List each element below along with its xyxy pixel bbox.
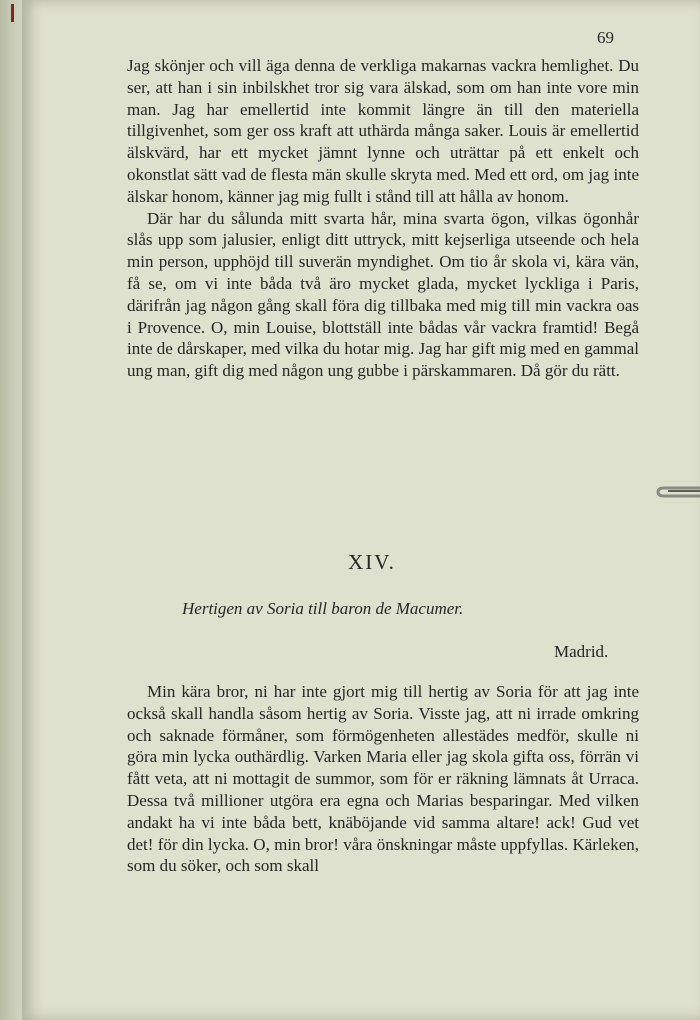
bookmark-ribbon	[11, 4, 14, 22]
paragraph: Jag skönjer och vill äga denna de verkliga makarnas vackra hemlighet. Du ser, att han i sin inbilskhet tror sig vara älskad, som om han inte vore min man. Jag har emellertid inte kommit längre än till den materiella tillgivenhet, som ger oss kraft att uthärda många saker. Louis är emellertid älskvärd, har ett mycket jämnt lynne och uträttar på ett enkelt och okonstlat sätt vad de flesta män skulle skryta med. Med ett ord, om jag inte älskar honom, känner jag mig fullt i stånd till att hålla av honom.	[127, 56, 639, 206]
page-number: 69	[597, 28, 614, 47]
letter-place: Madrid.	[554, 642, 609, 661]
book-page	[22, 0, 700, 1020]
paper-clip-icon	[656, 483, 700, 501]
book-gutter	[0, 0, 22, 1020]
paragraph: Där har du sålunda mitt svarta hår, mina svarta ögon, vilkas ögonhår slås upp som jalusier, enligt ditt uttryck, mitt kejserliga utseende och hela min person, upphöjd till suverän myndighet. Om tio år skola vi, kära vän, få se, om vi inte båda två äro mycket glada, mycket lyckliga i Paris, därifrån jag någon gång skall föra dig tillbaka med mig till min vackra oas i Provence. O, min Louise, blottställ inte bådas vår vackra framtid! Begå inte de dårskaper, med vilka du hotar mig. Jag har gift mig med en gammal ung man, gift dig med någon ung gubbe i pärskammaren. Då gör du rätt.	[127, 208, 639, 381]
chapter-number: XIV.	[348, 550, 396, 574]
previous-letter-text	[127, 55, 639, 382]
paragraph: Min kära bror, ni har inte gjort mig till hertig av Soria för att jag inte också skall handla såsom hertig av Soria. Visste jag, att ni irrade omkring och saknade förmåner, som förmögenheten allestädes medför, skulle ni göra min lycka outhärdlig. Varken Maria eller jag skola gifta oss, förrän vi fått veta, att ni mottagit de summor, som för er räkning lämnats åt Urraca. Dessa två millioner utgöra era egna och Marias besparingar. Med vilken andakt ha vi inte båda bett, knäböjande vid samma altare! ack! Gud vet det! för din lycka. O, min bror! våra önskningar måste uppfyllas. Kärleken, som du söker, och som skall	[127, 682, 639, 876]
letter-heading: Hertigen av Soria till baron de Macumer.	[182, 599, 464, 618]
letter-body	[127, 681, 639, 877]
